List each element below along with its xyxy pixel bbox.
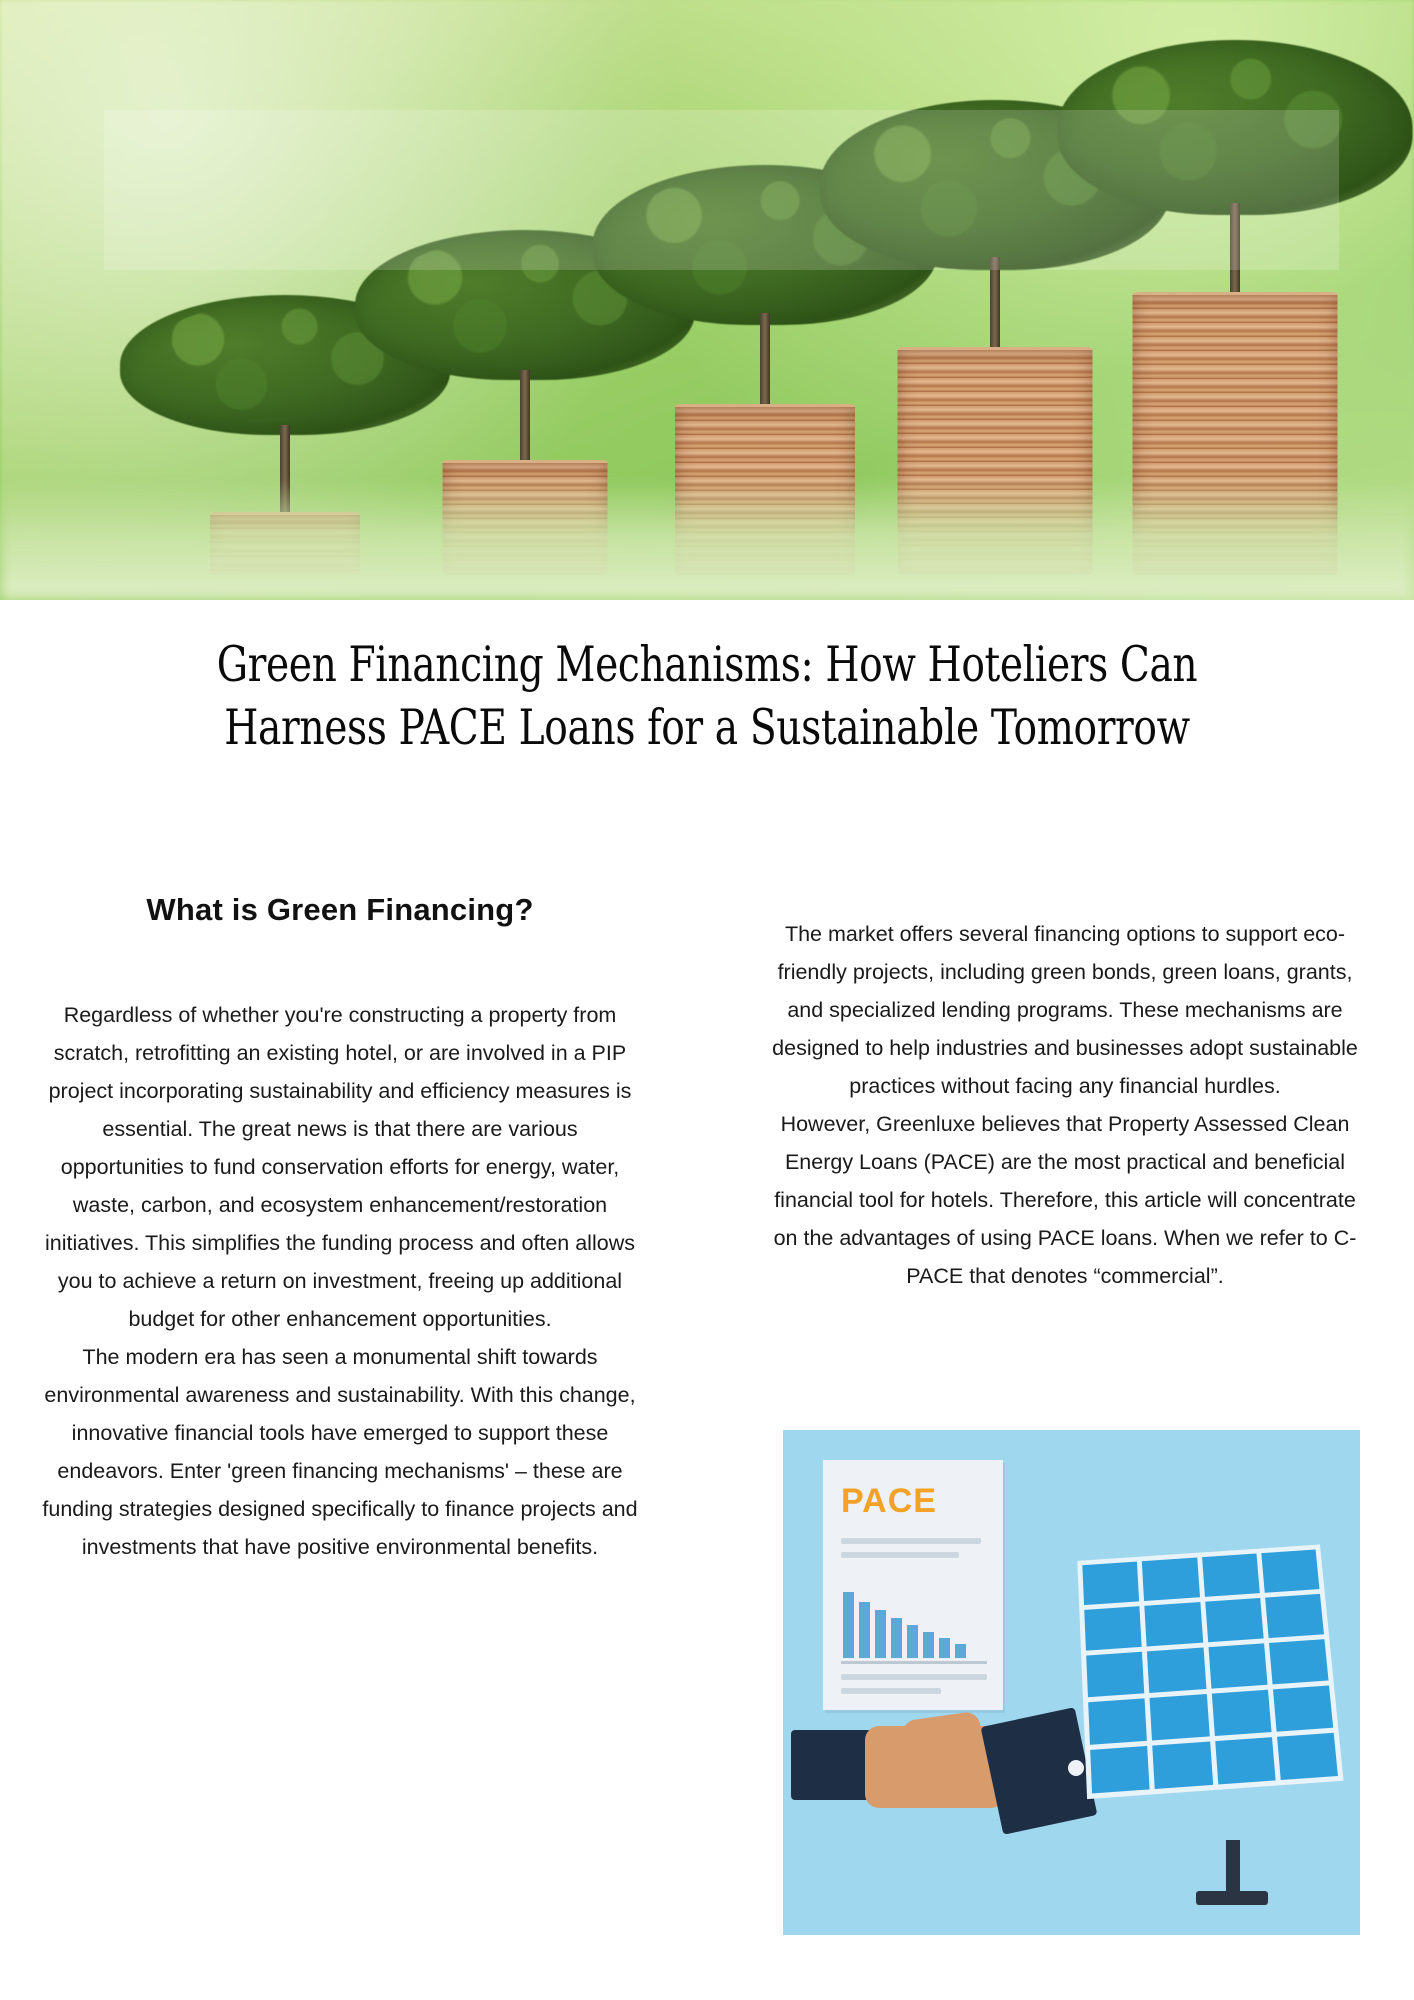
doc-chart-bar xyxy=(923,1632,934,1658)
doc-chart-bar xyxy=(875,1610,886,1658)
doc-chart-bar xyxy=(859,1602,870,1658)
hero-image xyxy=(0,0,1414,600)
solar-cell xyxy=(1084,1606,1142,1651)
doc-chart-bar xyxy=(891,1618,902,1658)
page-title: Green Financing Mechanisms: How Hoteliers Can Harness PACE Loans for a Sustainable Tomorrow xyxy=(216,635,1198,756)
solar-cell xyxy=(1086,1652,1144,1698)
solar-cell xyxy=(1211,1690,1271,1736)
pace-document-icon xyxy=(823,1460,1003,1710)
solar-cell xyxy=(1208,1643,1267,1688)
right-paragraph-2: However, Greenluxe believes that Property Assessed Clean Energy Loans (PACE) are the most practical and beneficial financial tool for hotels. Therefore, this article will concentrate on the advantages of using PACE loans. When we refer to C-PACE that denotes “commercial”. xyxy=(773,1112,1357,1288)
hero-ground-blur xyxy=(0,480,1414,600)
left-paragraph-2: The modern era has seen a monumental shift towards environmental awareness and sustainability. With this change, innovative financial tools have emerged to support these endeavors. Enter 'green financing mechanisms' – these are funding strategies designed specifically to finance projects and investments that have positive environmental benefits. xyxy=(42,1345,638,1559)
doc-text-line xyxy=(841,1674,987,1680)
doc-chart-bar xyxy=(843,1592,854,1658)
left-column xyxy=(40,890,640,1566)
left-paragraph-1: Regardless of whether you're constructing a property from scratch, retrofitting an existing hotel, or are involved in a PIP project incorporating sustainability and efficiency measures is essential. The great news is that there are various opportunities to fund conservation efforts for energy, water, waste, carbon, and ecosystem enhancement/restoration initiatives. This simplifies the funding process and often allows you to achieve a return on investment, freeing up additional budget for other enhancement opportunities. xyxy=(45,1003,635,1331)
solar-cell xyxy=(1215,1737,1276,1784)
solar-cell xyxy=(1202,1553,1260,1596)
solar-cell xyxy=(1145,1602,1203,1646)
solar-cell xyxy=(1147,1648,1206,1693)
solar-cell xyxy=(1261,1549,1319,1592)
solar-panel-base xyxy=(1196,1891,1268,1905)
hero-overlay-rectangle xyxy=(104,110,1339,270)
doc-text-line xyxy=(841,1688,941,1694)
solar-cell xyxy=(1277,1733,1338,1780)
pace-label: PACE xyxy=(841,1482,937,1520)
doc-text-line xyxy=(841,1552,959,1558)
solar-cell xyxy=(1142,1558,1200,1602)
doc-chart-bar xyxy=(955,1644,966,1658)
section-heading: What is Green Financing? xyxy=(146,892,534,927)
solar-cell xyxy=(1090,1746,1150,1794)
solar-cell xyxy=(1265,1594,1324,1638)
solar-cell xyxy=(1205,1598,1264,1642)
right-column xyxy=(770,915,1360,1295)
doc-chart-axis xyxy=(841,1661,987,1664)
solar-panel-icon xyxy=(1077,1545,1343,1800)
solar-cell xyxy=(1150,1694,1209,1740)
solar-panel-stand xyxy=(1226,1840,1240,1895)
doc-chart-bar xyxy=(939,1638,950,1658)
pace-illustration xyxy=(783,1430,1360,1935)
cuff-button-icon xyxy=(1068,1760,1084,1776)
solar-cell xyxy=(1082,1562,1139,1606)
solar-cell-grid xyxy=(1077,1545,1343,1800)
solar-cell xyxy=(1153,1742,1213,1789)
right-paragraph-1: The market offers several financing options to support eco-friendly projects, including green bonds, green loans, grants, and specialized lending programs. These mechanisms are designed to help industries and businesses adopt sustainable practices without facing any financial hurdles. xyxy=(772,922,1358,1098)
solar-cell xyxy=(1088,1698,1147,1745)
doc-text-line xyxy=(841,1538,981,1544)
solar-cell xyxy=(1269,1639,1329,1684)
doc-chart-bar xyxy=(907,1625,918,1658)
solar-cell xyxy=(1273,1685,1333,1731)
